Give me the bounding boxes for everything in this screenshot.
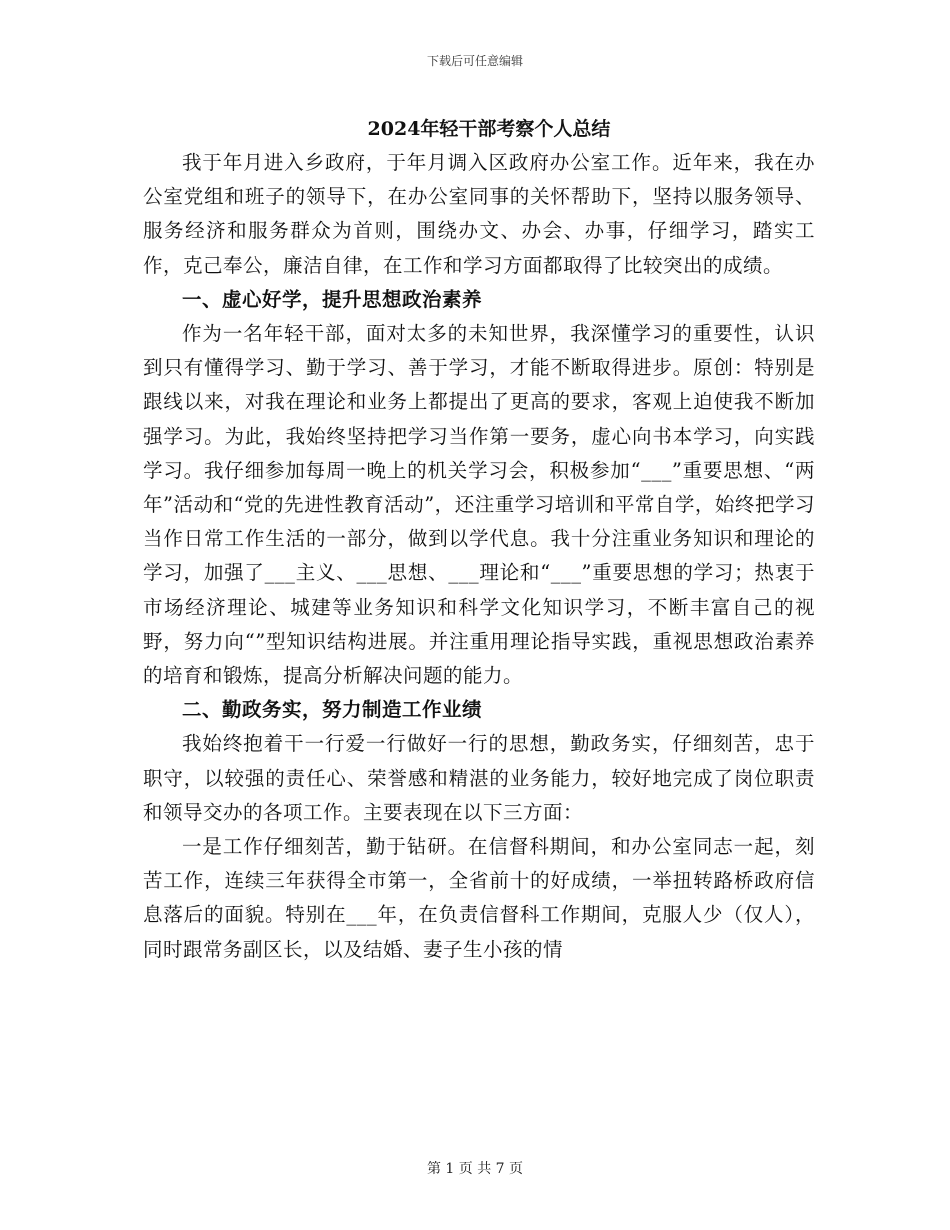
section-2-paragraph-1: 我始终抱着干一行爱一行做好一行的思想，勤政务实，仔细刻苦，忠于职守，以较强的责任心、荣誉感和精湛的业务能力，较好地完成了岗位职责和领导交办的各项工作。主要表现在以下三方面： — [143, 732, 815, 824]
page-footer: 第 1 页 共 7 页 — [426, 1161, 524, 1177]
intro-paragraph: 我于年月进入乡政府，于年月调入区政府办公室工作。近年来，我在办公室党组和班子的领导下，在办公室同事的关怀帮助下，坚持以服务领导、服务经济和服务群众为首则，围绕办文、办会、办事，仔细学习，踏实工作，克己奉公，廉洁自律，在工作和学习方面都取得了比较突出的成绩。 — [143, 151, 815, 277]
section-1-heading: 一、虚心好学，提升思想政治素养 — [182, 287, 483, 311]
document-title: 2024年轻干部考察个人总结 — [367, 118, 611, 140]
section-2-heading: 二、勤政务实，努力制造工作业绩 — [182, 698, 483, 722]
page-header: 下载后可任意编辑 — [426, 54, 523, 68]
section-1-paragraph: 作为一名年轻干部，面对太多的未知世界，我深懂学习的重要性，认识到只有懂得学习、勤于学习、善于学习，才能不断取得进步。原创：特别是跟线以来，对我在理论和业务上都提出了更高的要求，客观上迫使我不断加强学习。为此，我始终坚持把学习当作第一要务，虚心向书本学习，向实践学习。我仔细参加每周一晚上的机关学习会，积极参加“___”重要思想、“两年”活动和“党的先进性教育活动”，还注重学习培训和平常自学，始终把学习当作日常工作生活的一部分，做到以学代息。我十分注重业务知识和理论的学习，加强了___主义、___思想、___理论和“___”重要思想的学习；热衷于市场经济理论、城建等业务知识和科学文化知识学习，不断丰富自己的视野，努力向“”型知识结构进展。并注重用理论指导实践，重视思想政治素养的培育和锻炼，提高分析解决问题的能力。 — [143, 322, 815, 688]
document-body — [143, 112, 815, 967]
section-2-paragraph-2: 一是工作仔细刻苦，勤于钻研。在信督科期间，和办公室同志一起，刻苦工作，连续三年获得全市第一，全省前十的好成绩，一举扭转路桥政府信息落后的面貌。特别在___年，在负责信督科工作期间，克服人少（仅人），同时跟常务副区长，以及结婚、妻子生小孩的情 — [143, 835, 815, 961]
